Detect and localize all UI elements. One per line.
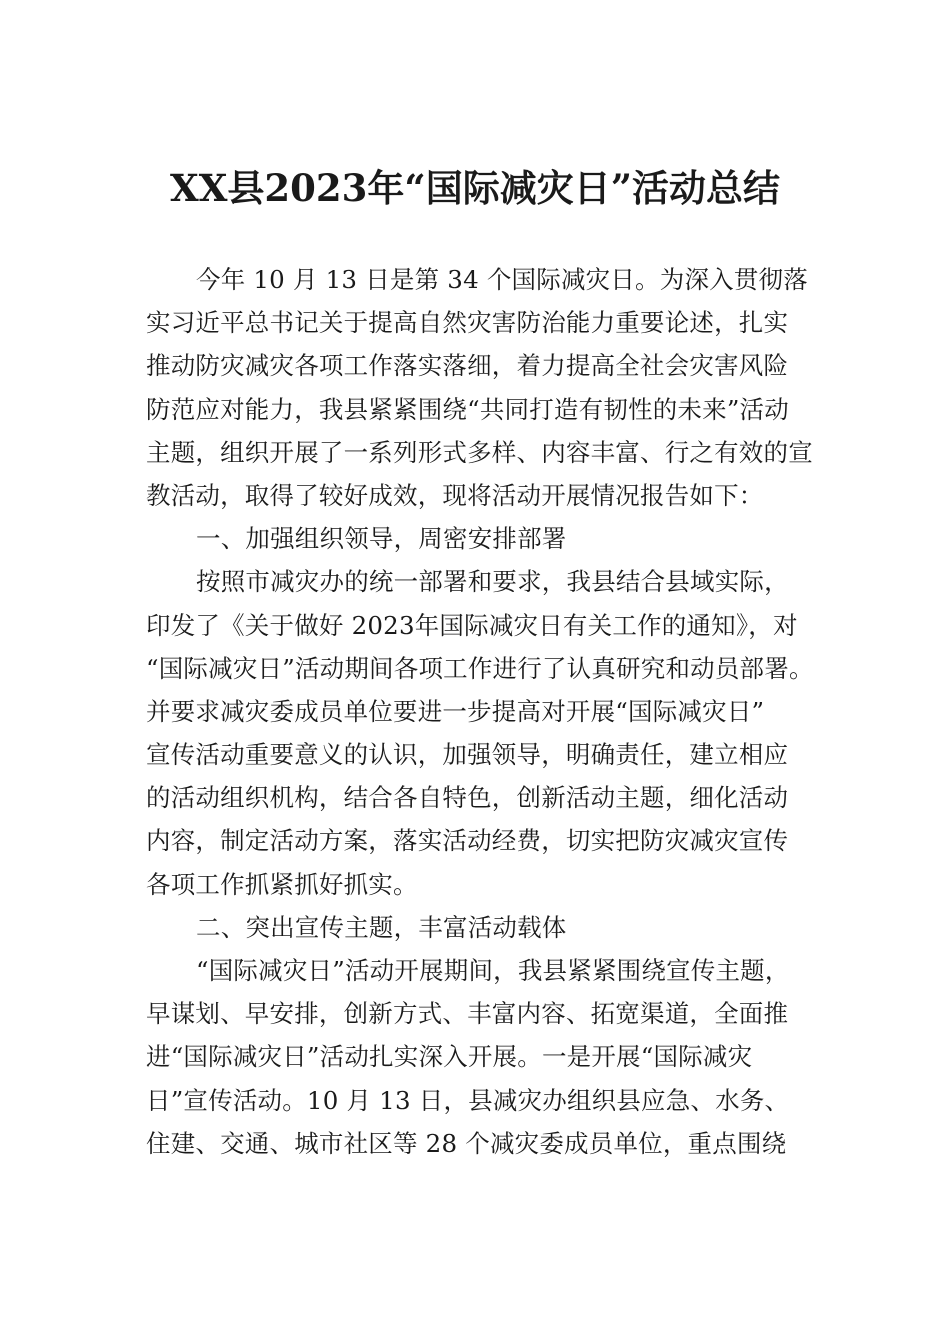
body-line: “国际减灾日”活动期间各项工作进行了认真研究和动员部署。	[146, 653, 814, 683]
body-line: 教活动，取得了较好成效，现将活动开展情况报告如下：	[146, 480, 764, 510]
body-line: 今年 10 月 13 日是第 34 个国际减灾日。为深入贯彻落	[196, 265, 808, 294]
body-line: “国际减灾日”活动开展期间，我县紧紧围绕宣传主题，	[196, 956, 790, 985]
body-line: 并要求减灾委成员单位要进一步提高对开展“国际减灾日”	[146, 696, 765, 726]
body-line: 早谋划、早安排，创新方式、丰富内容、拓宽渠道，全面推	[146, 999, 789, 1029]
body-line: 按照市减灾办的统一部署和要求，我县结合县域实际，	[196, 567, 789, 597]
body-line: 宣传活动重要意义的认识，加强领导，明确责任，建立相应	[146, 740, 789, 770]
body-line: 二、突出宣传主题，丰富活动载体	[196, 912, 567, 942]
document-body	[146, 258, 846, 1165]
body-line: 各项工作抓紧抓好抓实。	[146, 869, 418, 899]
body-line: 实习近平总书记关于提高自然灾害防治能力重要论述，扎实	[146, 308, 789, 338]
body-line: 日”宣传活动。10 月 13 日，县减灾办组织县应急、水务、	[146, 1085, 790, 1115]
body-line: 的活动组织机构，结合各自特色，创新活动主题，细化活动	[146, 783, 789, 813]
body-line: 内容，制定活动方案，落实活动经费，切实把防灾减灾宣传	[146, 826, 789, 856]
body-line: 防范应对能力，我县紧紧围绕“共同打造有韧性的未来”活动	[146, 394, 789, 424]
body-line: 主题，组织开展了一系列形式多样、内容丰富、行之有效的宣	[146, 437, 813, 467]
body-line: 印发了《关于做好 2023年国际减灾日有关工作的通知》，对	[146, 610, 798, 640]
document-title: XX县2023年“国际减灾日”活动总结	[170, 166, 780, 210]
body-line: 一、加强组织领导，周密安排部署	[196, 524, 567, 554]
body-line: 住建、交通、城市社区等 28 个减灾委成员单位，重点围绕	[146, 1128, 787, 1158]
body-line: 进“国际减灾日”活动扎实深入开展。一是开展“国际减灾	[146, 1042, 753, 1072]
body-line: 推动防灾减灾各项工作落实落细，着力提高全社会灾害风险	[146, 351, 789, 381]
